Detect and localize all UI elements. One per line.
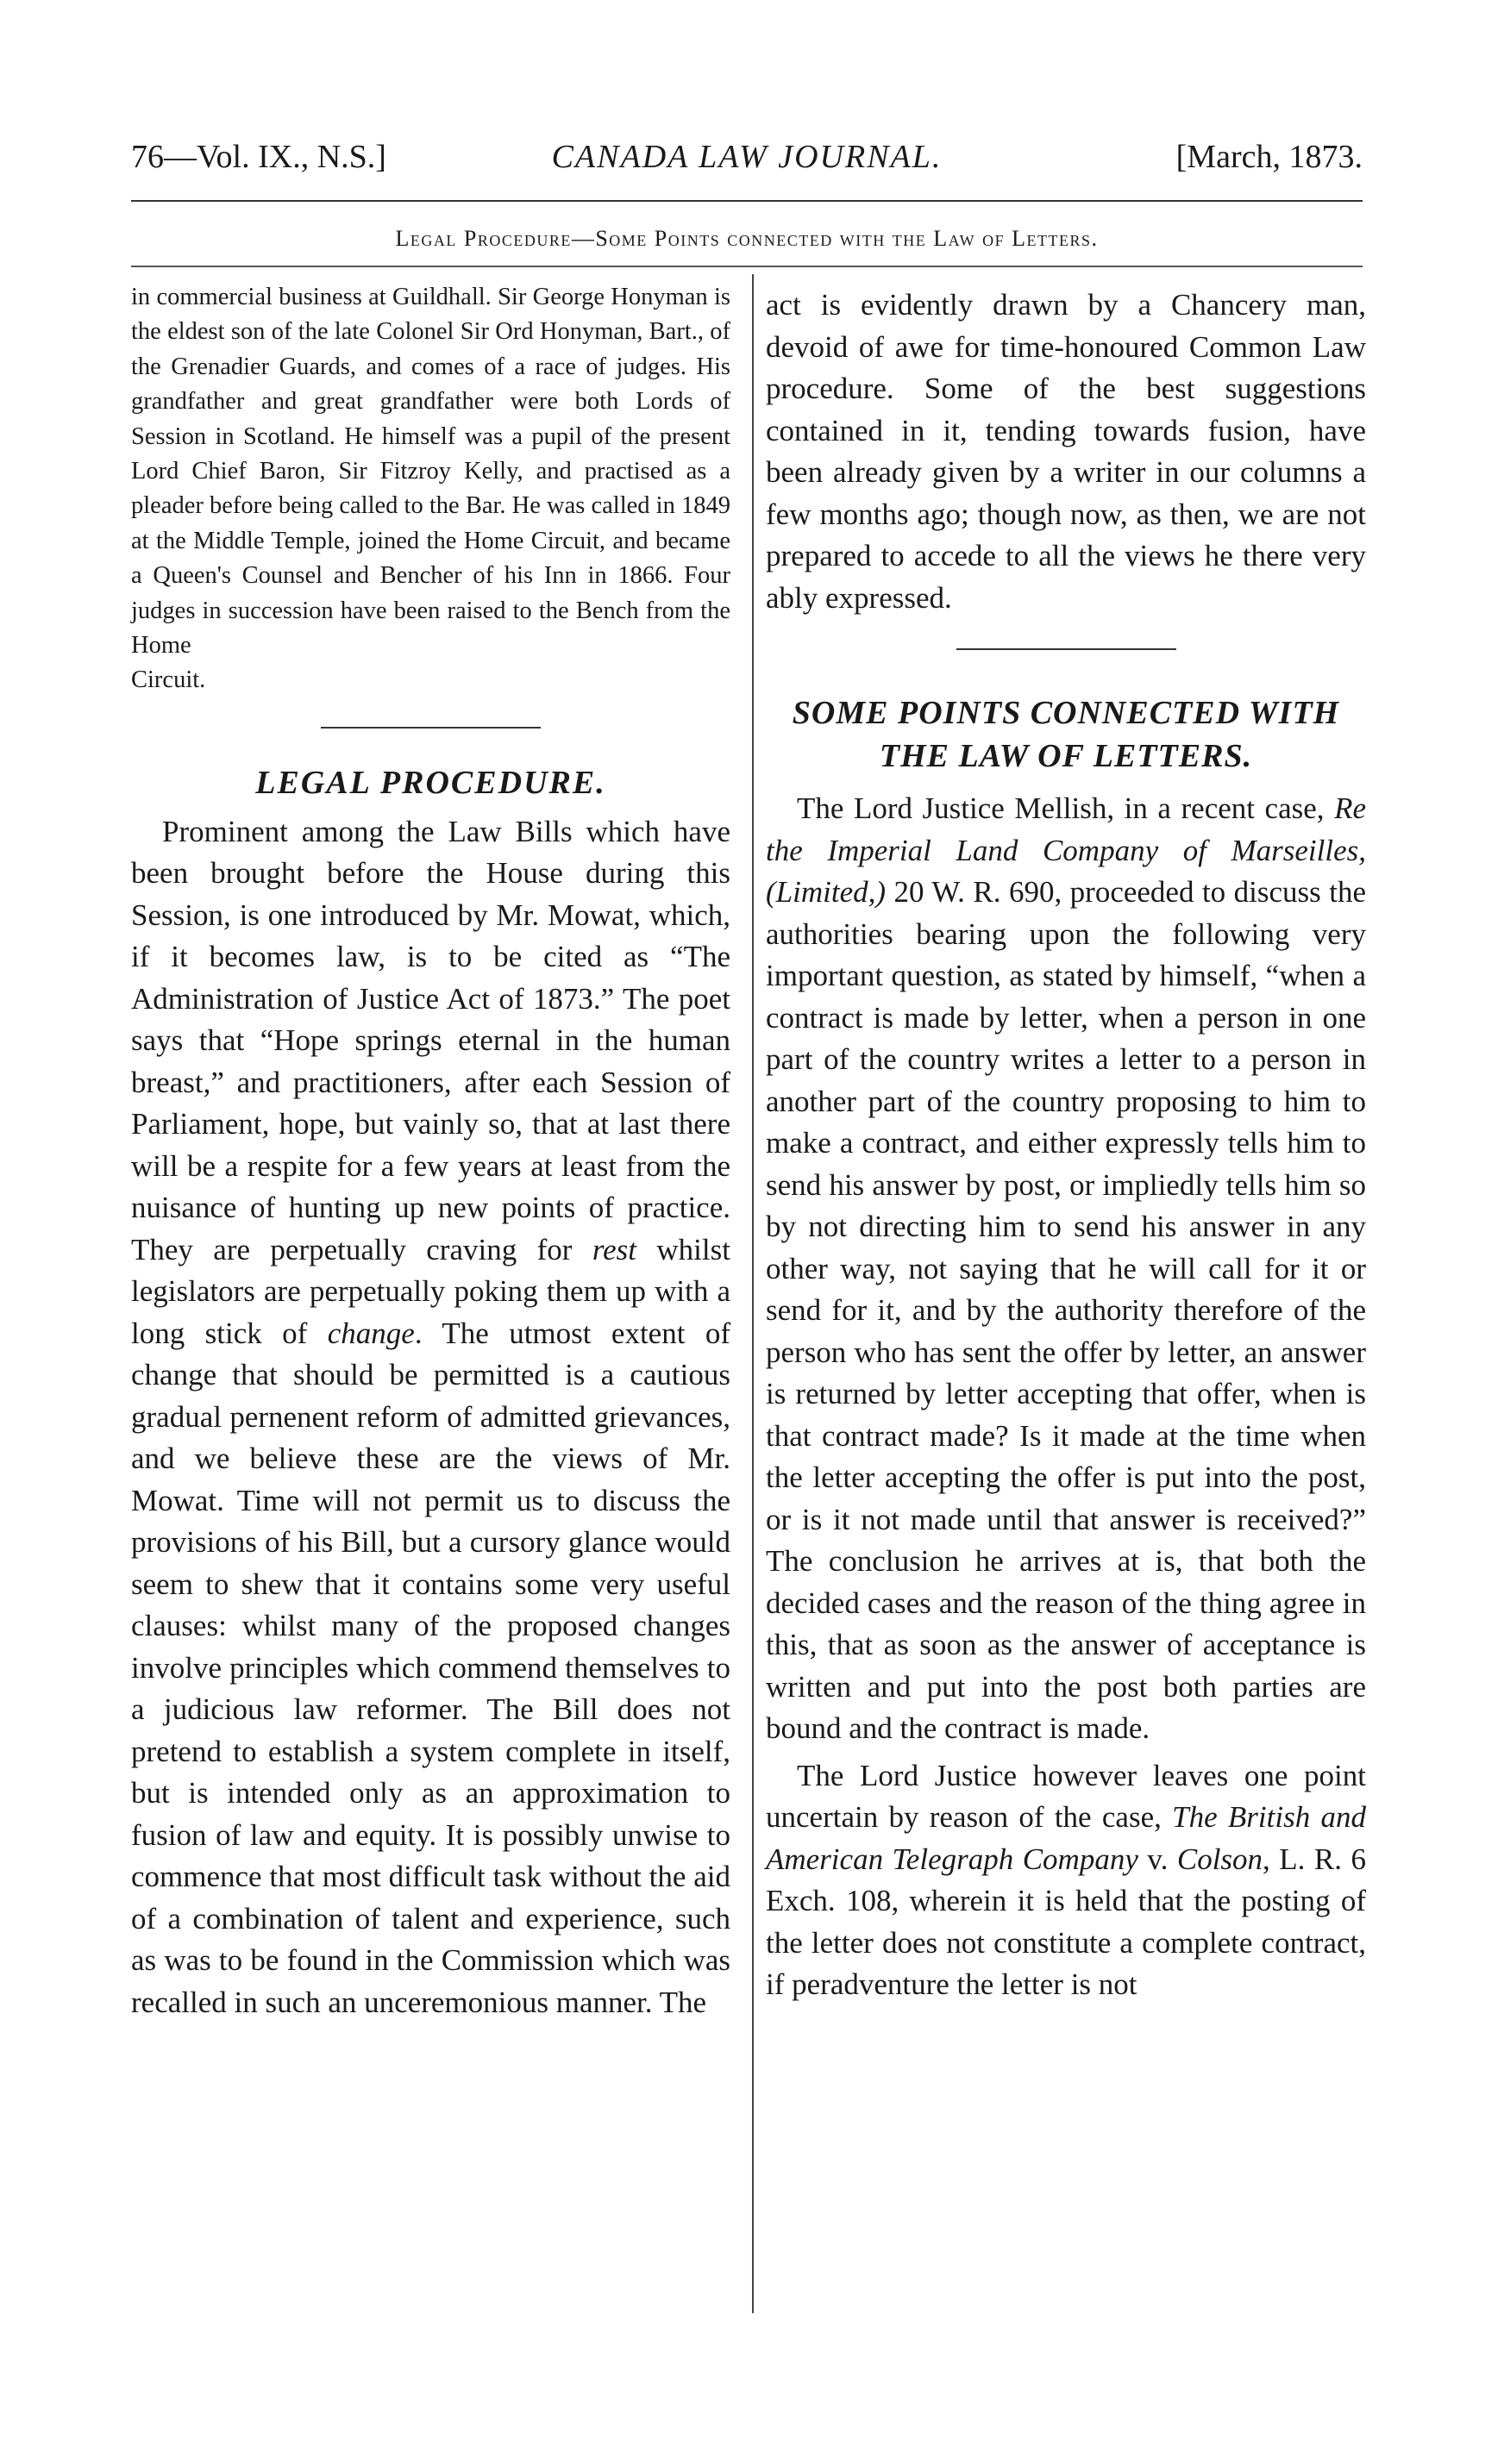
body-text: Prominent among the Law Bills which have been brought before the House during this Session, is one introduced by Mr. Mowat, which, if it becomes law, is to be cited as “The Administration of Justice Act of 1873.” The poet says that “Hope springs eternal in the human breast,” and practitioners, after each Session of Parliament, hope, but vainly so, that at last there will be a respite for a few years at least from the nuisance of hunting up new points of practice. They are perpetually craving for (131, 814, 730, 1266)
page-volume-label: 76—Vol. IX., N.S.] (131, 139, 386, 175)
issue-date: [March, 1873. (1175, 139, 1363, 175)
legal-procedure-body (131, 811, 730, 2024)
section-rule (131, 266, 1363, 267)
journal-title: CANADA LAW JOURNAL. (551, 139, 943, 175)
body-text: The Lord Justice however leaves one point uncertain by reason of the case, (766, 1758, 1366, 1834)
previous-article-continuation: in commercial business at Guildhall. Sir George Honyman is the eldest son of the late Colonel Sir Ord Honyman, Bart., of the Grenadier Guards, and comes of a race of judges. His grandfather and great grandfather were both Lords of Session in Scotland. He himself was a pupil of the present Lord Chief Baron, Sir Fitzroy Kelly, and practised as a pleader before being called to the Bar. He was called in 1849 at the Middle Temple, joined the Home Circuit, and became a Queen's Counsel and Bencher of his Inn in 1866. Four judges in succession have been raised to the Bench from the Home (131, 284, 730, 660)
section-head: Legal Procedure—Some Points connected with the Law of Letters. (395, 226, 1099, 251)
law-of-letters-heading (766, 691, 1366, 778)
case-citation: The British and American Telegraph Company (766, 1800, 1366, 1876)
legal-procedure-heading: LEGAL PROCEDURE. (255, 764, 606, 801)
heading-line-2: THE LAW OF LETTERS. (879, 738, 1253, 774)
body-text: The Lord Justice Mellish, in a recent case, (797, 791, 1335, 825)
body-text: 20 W. R. 690, proceeded to discuss the authorities bearing upon the following very important question, as stated by himself, “when a contract is made by letter, when a person in one part of the country writes a letter to a person in another part of the country proposing to him to make a contract, and either expressly tells him to send his answer by post, or impliedly tells him so by not directing him to send his answer in any other way, not saying that he will call for it or send for it, and by the authority therefore of the person who has sent the offer by letter, an answer is returned by letter accepting that offer, when is that contract made? Is it made at the time when the letter accepting the offer is put into the post, or is it not made until that answer is received?” The conclusion he arrives at is, that both the decided cases and the reason of the thing agree in this, that as soon as the answer of acceptance is written and put into the post both parties are bound and the contract is made. (766, 875, 1366, 1745)
column-divider (752, 274, 754, 2313)
legal-procedure-continuation: act is evidently drawn by a Chancery man, devoid of awe for time-honoured Common Law procedure. Some of the best suggestions contained in it, tending towards fusion, have been already given by a writer in our columns a few months ago; though now, as then, we are not prepared to accede to all the views he there very ably expressed. (766, 288, 1366, 615)
body-text: , L. R. 6 Exch. 108, wherein it is held that the posting of the letter does not constitute a complete contract, if peradventure the letter is not (766, 1842, 1366, 2001)
law-of-letters-para-1 (766, 788, 1366, 1750)
header-rule (131, 200, 1363, 202)
heading-line-1: SOME POINTS CONNECTED WITH (792, 695, 1340, 731)
body-text: . The utmost extent of change that should be permitted is a cautious gradual pernenent reform of admitted grievances, and we believe these are the views of Mr. Mowat. Time will not permit us to discuss the provisions of his Bill, but a cursory glance would seem to shew that it contains some very useful clauses: whilst many of the proposed changes involve principles which commend themselves to a judicious law reformer. The Bill does not pretend to establish a system complete in itself, but is intended only as an approximation to fusion of law and equity. It is possibly unwise to commence that most difficult task without the aid of a combination of talent and experience, such as was to be found in the Commission which was recalled in such an unceremonious manner. The (131, 1316, 731, 2019)
emphasis-rest: rest (592, 1232, 637, 1266)
law-of-letters-para-2 (766, 1755, 1366, 2006)
article-separator (321, 727, 541, 729)
right-column (766, 285, 1366, 2006)
running-head (131, 138, 1363, 190)
body-text: whilst legislators are perpetually poking them up with a long stick of (131, 1232, 730, 1350)
article-separator (956, 648, 1176, 650)
body-text: v. (1137, 1842, 1177, 1876)
emphasis-change: change (327, 1316, 415, 1350)
case-citation: Colson (1176, 1842, 1263, 1876)
left-column (131, 280, 730, 2023)
previous-article-last-line: Circuit. (131, 666, 206, 694)
case-citation: Re the Imperial Land Company of Marseilles, (Limited,) (766, 791, 1366, 909)
